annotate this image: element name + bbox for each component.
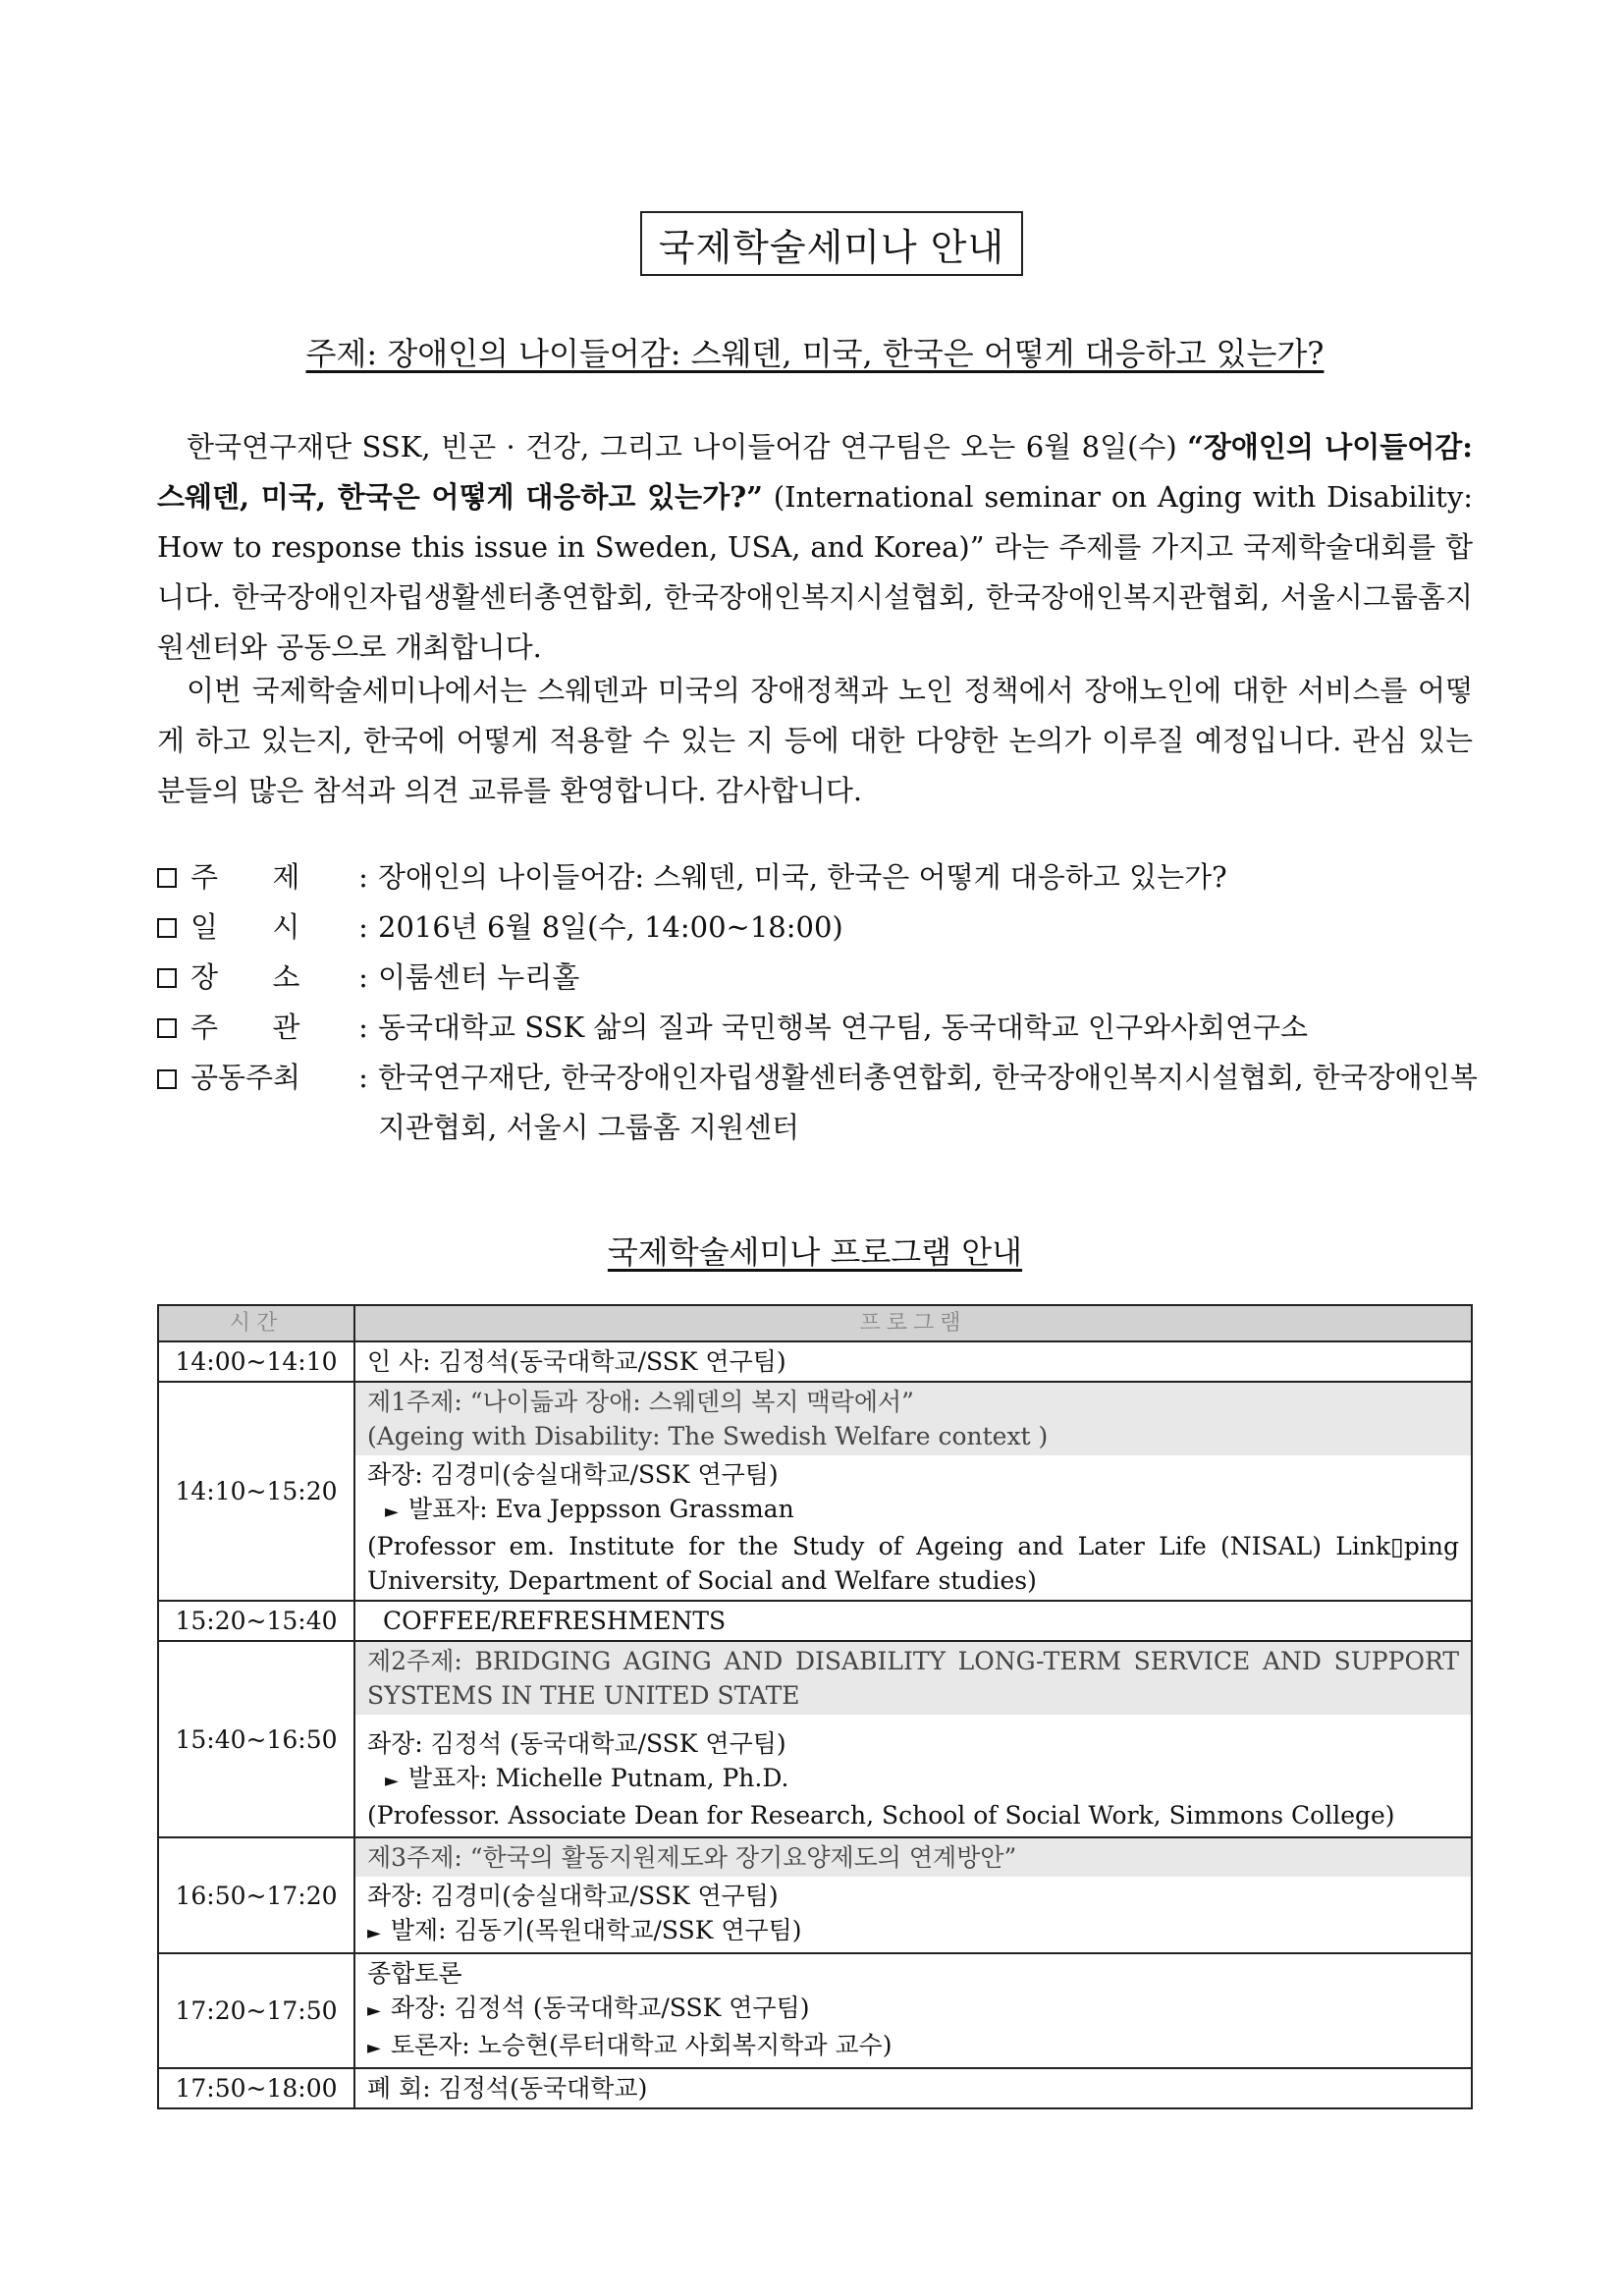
table-header-row bbox=[158, 1305, 1472, 1341]
info-item-place: 장 소 : 이룸센터 누리홀 bbox=[157, 953, 1478, 1003]
discussion-heading: 종합토론 bbox=[367, 1959, 462, 1988]
header-program: 프로그램 bbox=[354, 1305, 1472, 1341]
table-row: 14:00~14:10 인 사: 김정석(동국대학교/SSK 연구팀) bbox=[158, 1341, 1472, 1382]
table-row: 14:10~15:20 제1주제: “나이듦과 장애: 스웨덴의 복지 맥락에서” (Ageing with Disability: The Swedish Welfare context ) 좌장: 김경미(숭실대학교/SSK 연구팀) ► 발표자: Eva Jeppsson Grassman (Professor em. Institute for the Study of Ageing and Later Life (NISAL) Link▯ping University, Department of Social and Welfare studies) bbox=[158, 1382, 1472, 1601]
seminar-title-bold: “장애인의 나이들어감: 스웨덴, 미국, 한국은 어떻게 대응하고 있는가?” bbox=[157, 430, 1474, 514]
document-title: 국제학술세미나 안내 bbox=[640, 211, 1023, 276]
table-row: 16:50~17:20 제3주제: “한국의 활동지원제도와 장기요양제도의 연계방안” 좌장: 김경미(숭실대학교/SSK 연구팀) ► 발제: 김동기(목원대학교/SSK 연구팀) bbox=[158, 1837, 1472, 1953]
info-item-cohosts: 공동주최 : 한국연구재단, 한국장애인자립생활센터총연합회, 한국장애인복지시설협회, 한국장애인복지관협회, 서울시 그룹홈 지원센터 bbox=[157, 1053, 1478, 1153]
checkbox-bullet-icon bbox=[157, 868, 177, 888]
checkbox-bullet-icon bbox=[157, 1018, 177, 1038]
session-topic: 제2주제: BRIDGING AGING AND DISABILITY LONG-TERM SERVICE AND SUPPORT SYSTEMS IN THE UNITED STATE bbox=[355, 1642, 1471, 1715]
presenter-affiliation: (Professor. Associate Dean for Research, School of Social Work, Simmons College) bbox=[367, 1801, 1395, 1830]
discussion-chair: 좌장: 김정석 (동국대학교/SSK 연구팀) bbox=[390, 1994, 810, 2022]
info-item-organizer: 주 관 : 동국대학교 SSK 삶의 질과 국민행복 연구팀, 동국대학교 인구와사회연구소 bbox=[157, 1003, 1478, 1053]
triangle-bullet-icon: ► bbox=[367, 2000, 381, 2021]
triangle-bullet-icon: ► bbox=[385, 1502, 399, 1522]
checkbox-bullet-icon bbox=[157, 918, 177, 938]
checkbox-bullet-icon bbox=[157, 1069, 177, 1089]
triangle-bullet-icon: ► bbox=[367, 1923, 381, 1943]
info-item-date: 일 시 : 2016년 6월 8일(수, 14:00~18:00) bbox=[157, 902, 1478, 953]
session-presenter: 발표자: Michelle Putnam, Ph.D. bbox=[407, 1764, 789, 1792]
intro-paragraph-2: 이번 국제학술세미나에서는 스웨덴과 미국의 장애정책과 노인 정책에서 장애노인에 대한 서비스를 어떻게 하고 있는지, 한국에 어떻게 적용할 수 있는 지 등에 대한 다양한 논의가 이루질 예정입니다. 관심 있는 분들의 많은 참석과 의견 교류를 환영합니다. 감사합니다. bbox=[157, 674, 1473, 807]
program-table bbox=[157, 1304, 1473, 2109]
session-presenter: 발제: 김동기(목원대학교/SSK 연구팀) bbox=[390, 1916, 802, 1944]
session-chair: 좌장: 김경미(숭실대학교/SSK 연구팀) bbox=[367, 1882, 779, 1910]
session-chair: 좌장: 김경미(숭실대학교/SSK 연구팀) bbox=[367, 1460, 779, 1489]
event-info-list bbox=[157, 852, 1478, 1153]
presenter-affiliation: (Professor em. Institute for the Study of Ageing and Later Life (NISAL) Link▯ping University, Department of Social and Welfare studies) bbox=[367, 1532, 1459, 1595]
triangle-bullet-icon: ► bbox=[385, 1771, 399, 1791]
intro-paragraph-1: 한국연구재단 SSK, 빈곤 · 건강, 그리고 나이들어감 연구팀은 오는 6월 8일(수) “장애인의 나이들어감: 스웨덴, 미국, 한국은 어떻게 대응하고 있는가?” (International seminar on Aging with Disability: How to response this issue in Sweden, USA, and Korea)” 라는 주제를 가지고 국제학술대회를 합니다. 한국장애인자립생활센터총연합회, 한국장애인복지시설협회, 한국장애인복지관협회, 서울시그룹홈지원센터와 공동으로 개최합니다. bbox=[157, 430, 1474, 664]
header-time: 시간 bbox=[158, 1305, 354, 1341]
table-row: 15:20~15:40 COFFEE/REFRESHMENTS bbox=[158, 1601, 1472, 1641]
seminar-subject: 주제: 장애인의 나이들어감: 스웨덴, 미국, 한국은 어떻게 대응하고 있는가? bbox=[305, 335, 1325, 372]
program-title: 국제학술세미나 프로그램 안내 bbox=[607, 1233, 1023, 1271]
triangle-bullet-icon: ► bbox=[367, 2038, 381, 2058]
table-row: 15:40~16:50 제2주제: BRIDGING AGING AND DISABILITY LONG-TERM SERVICE AND SUPPORT SYSTEMS IN THE UNITED STATE 좌장: 김정석 (동국대학교/SSK 연구팀) ► 발표자: Michelle Putnam, Ph.D. (Professor. Associate Dean for Research, School of Social Work, Simmons College) bbox=[158, 1641, 1472, 1837]
session-topic: 제1주제: “나이듦과 장애: 스웨덴의 복지 맥락에서” (Ageing with Disability: The Swedish Welfare context ) bbox=[355, 1383, 1471, 1455]
discussion-panelist: 토론자: 노승현(루터대학교 사회복지학과 교수) bbox=[390, 2031, 893, 2059]
session-chair: 좌장: 김정석 (동국대학교/SSK 연구팀) bbox=[367, 1729, 786, 1758]
table-row: 17:50~18:00 폐 회: 김정석(동국대학교) bbox=[158, 2068, 1472, 2108]
checkbox-bullet-icon bbox=[157, 968, 177, 988]
info-item-subject: 주 제 : 장애인의 나이들어감: 스웨덴, 미국, 한국은 어떻게 대응하고 있는가? bbox=[157, 852, 1478, 902]
session-topic: 제3주제: “한국의 활동지원제도와 장기요양제도의 연계방안” bbox=[355, 1838, 1471, 1877]
table-row: 17:20~17:50 종합토론 ► 좌장: 김정석 (동국대학교/SSK 연구팀) ► 토론자: 노승현(루터대학교 사회복지학과 교수) bbox=[158, 1953, 1472, 2068]
session-presenter: 발표자: Eva Jeppsson Grassman bbox=[407, 1495, 794, 1523]
